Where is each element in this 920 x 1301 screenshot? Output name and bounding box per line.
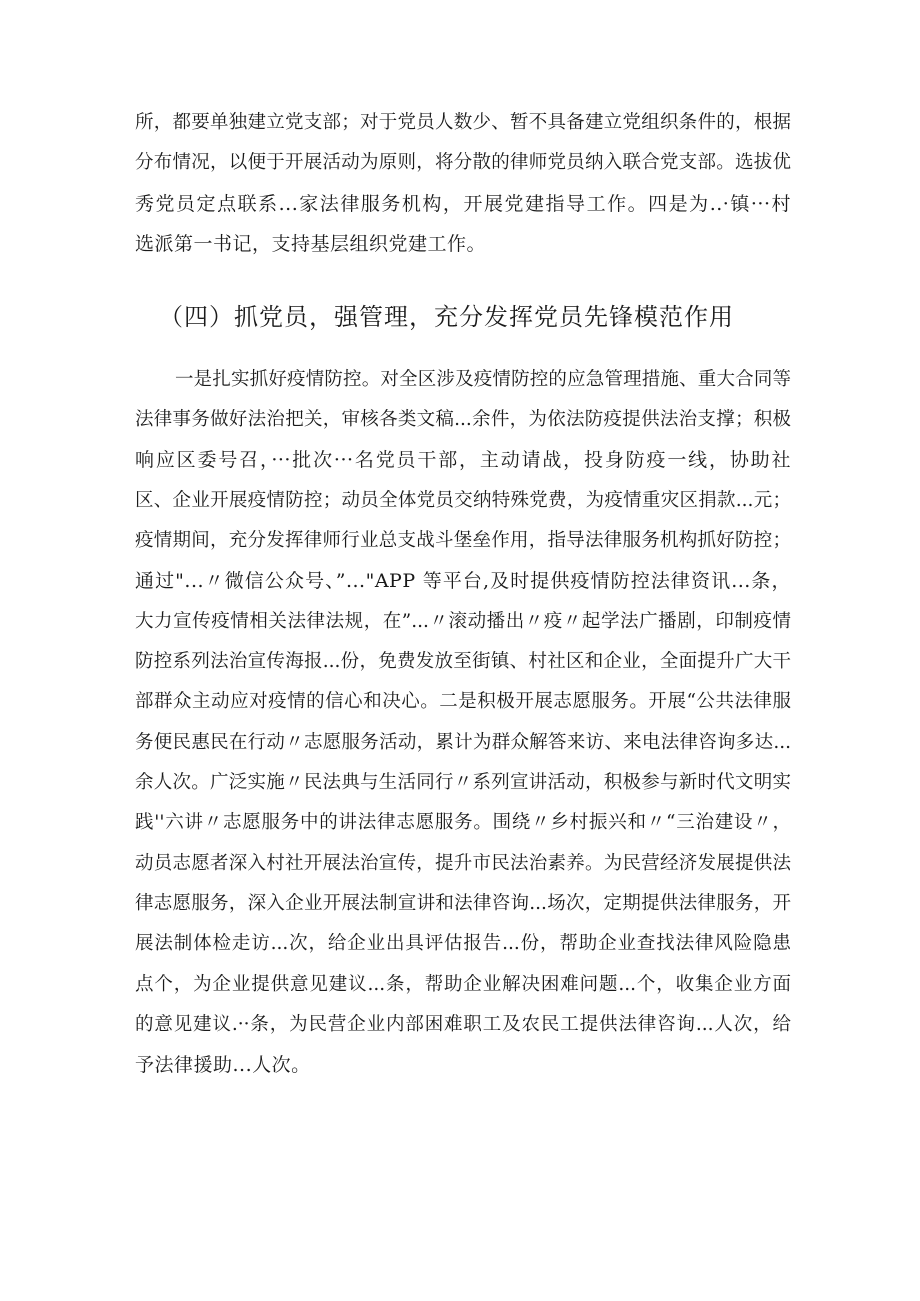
text-line: 余人次。广泛实施〃民法典与生活同行〃系列宣讲活动，积极参与新时代文明实	[135, 772, 791, 793]
text-line: 点个，为企业提供意见建议...条，帮助企业解决困难问题...个，收集企业方面	[135, 974, 791, 995]
text-line: 践''六讲〃志愿服务中的讲法律志愿服务。围绕〃乡村振兴和〃“三治建设〃，	[135, 812, 791, 833]
text-line: 区、企业开展疫情防控；动员全体党员交纳特殊党费，为疫情重灾区捐款...元；	[135, 490, 791, 511]
text-line: 防控系列法治宣传海报...份，免费发放至街镇、村社区和企业，全面提升广大干	[135, 651, 791, 672]
text-line: 秀党员定点联系...家法律服务机构，开展党建指导工作。四是为..·镇···村	[135, 193, 791, 215]
text-line: 的意见建议.··条，为民营企业内部困难职工及农民工提供法律咨询...人次，给	[135, 1014, 791, 1035]
text-line: 部群众主动应对疫情的信心和决心。二是积极开展志愿服务。开展“公共法律服	[135, 691, 791, 712]
text-line: 分布情况，以便于开展活动为原则，将分散的律师党员纳入联合党支部。选拔优	[135, 152, 791, 173]
text-line: 一是扎实抓好疫情防控。对全区涉及疫情防控的应急管理措施、重大合同等	[175, 369, 791, 390]
section-heading: （四）抓党员，强管理，充分发挥党员先锋模范作用	[159, 303, 734, 331]
text-line: 疫情期间，充分发挥律师行业总支战斗堡垒作用，指导法律服务机构抓好防控；	[135, 530, 791, 551]
text-line: 务便民惠民在行动〃志愿服务活动，累计为群众解答来访、来电法律咨询多达...	[135, 732, 791, 753]
text-line: 展法制体检走访...次，给企业出具评估报告...份，帮助企业查找法律风险隐患	[135, 933, 791, 954]
text-line: 法律事务做好法治把关，审核各类文稿...余件，为依法防疫提供法治支撑；积极	[135, 409, 791, 430]
text-line: 予法律援助...人次。	[135, 1054, 311, 1076]
text-line: 律志愿服务，深入企业开展法制宣讲和法律咨询...场次，定期提供法律服务，开	[135, 893, 791, 914]
text-line: 动员志愿者深入村社开展法治宣传，提升市民法治素养。为民营经济发展提供法	[135, 853, 791, 874]
text-line: 响应区委号召，···批次···名党员干部，主动请战，投身防疫一线，协助社	[135, 449, 791, 471]
text-line: 选派第一书记，支持基层组织党建工作。	[135, 233, 487, 255]
text-line: 大力宣传疫情相关法律法规，在”...〃滚动播出〃疫〃起学法广播剧，印制疫情	[135, 611, 791, 632]
text-line: 通过"...〃微信公众号、”..."APP 等平台,及时提供疫情防控法律资讯...条，	[135, 570, 791, 592]
text-line: 所，都要单独建立党支部；对于党员人数少、暂不具备建立党组织条件的，根据	[135, 112, 791, 133]
